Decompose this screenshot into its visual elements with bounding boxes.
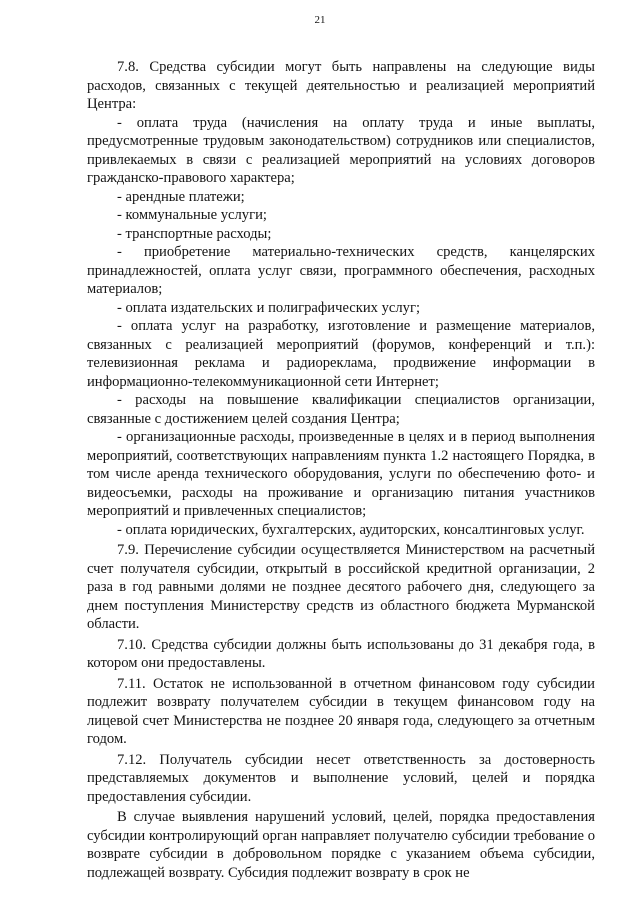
paragraph-violations: В случае выявления нарушений условий, целей, порядка предоставления субсидии контролирующий орган направляет получателю субсидии требование о возврате субсидии в добровольном порядке с указанием объема субсидии, подлежащей возврату. Субсидия подлежит возврату в срок не: [87, 809, 595, 881]
list-item-training: - расходы на повышение квалификации специалистов организации, связанные с достижением целей создания Центра;: [87, 392, 595, 427]
paragraph-7-11: 7.11. Остаток не использованной в отчетном финансовом году субсидии подлежит возврату получателем субсидии в текущем финансовом году на лицевой счет Министерства не позднее 20 января года, следующего за отчетным годом.: [87, 675, 595, 747]
list-item-printing: - оплата издательских и полиграфических услуг;: [117, 299, 421, 316]
paragraph-7-9: 7.9. Перечисление субсидии осуществляется Министерством на расчетный счет получателя субсидии, открытый в российской кредитной организации, 2 раза в год равными долями не позднее десятого рабочего дня, следующего за днем поступления Министерству средств из областного бюджета Мурманской области.: [87, 542, 595, 632]
list-item-materials: - оплата услуг на разработку, изготовление и размещение материалов, связанных с реализацией мероприятий (форумов, конференций и т.п.): телевизионная реклама и радиореклама, продвижение информации в информационно-телекоммуникационной сети Интернет;: [87, 318, 595, 390]
list-item-labor: - оплата труда (начисления на оплату труда и иные выплаты, предусмотренные трудовым законодательством) сотрудников или специалистов, привлекаемых в связи с реализацией мероприятий на условиях договоров гражданско-правового характера;: [87, 114, 595, 186]
list-item-equipment: - приобретение материально-технических средств, канцелярских принадлежностей, оплата услуг связи, программного обеспечения, расходных материалов;: [87, 244, 595, 297]
list-item-utilities: - коммунальные услуги;: [117, 207, 267, 223]
paragraph-7-10: 7.10. Средства субсидии должны быть использованы до 31 декабря года, в котором они предоставлены.: [87, 636, 595, 671]
list-item-transport: - транспортные расходы;: [117, 225, 272, 242]
page-number: 21: [314, 14, 326, 26]
paragraph-7-8: 7.8. Средства субсидии могут быть направлены на следующие виды расходов, связанных с текущей деятельностью и реализацией мероприятий Центра:: [87, 59, 595, 112]
list-item-rent: - арендные платежи;: [117, 188, 245, 205]
document-body: [87, 58, 595, 882]
list-item-organizational: - организационные расходы, произведенные в целях и в период выполнения мероприятий, соответствующих направлениям пункта 1.2 настоящего Порядка, в том числе аренда технического оборудования, услуги по обеспечению фото- и видеосъемки, расходы на проживание и организацию питания участников мероприятий и привлеченных специалистов;: [87, 429, 595, 519]
list-item-consulting: - оплата юридических, бухгалтерских, аудиторских, консалтинговых услуг.: [117, 521, 585, 538]
paragraph-7-12: 7.12. Получатель субсидии несет ответственность за достоверность представляемых документов и выполнение условий, целей и порядка предоставления субсидии.: [87, 751, 595, 805]
